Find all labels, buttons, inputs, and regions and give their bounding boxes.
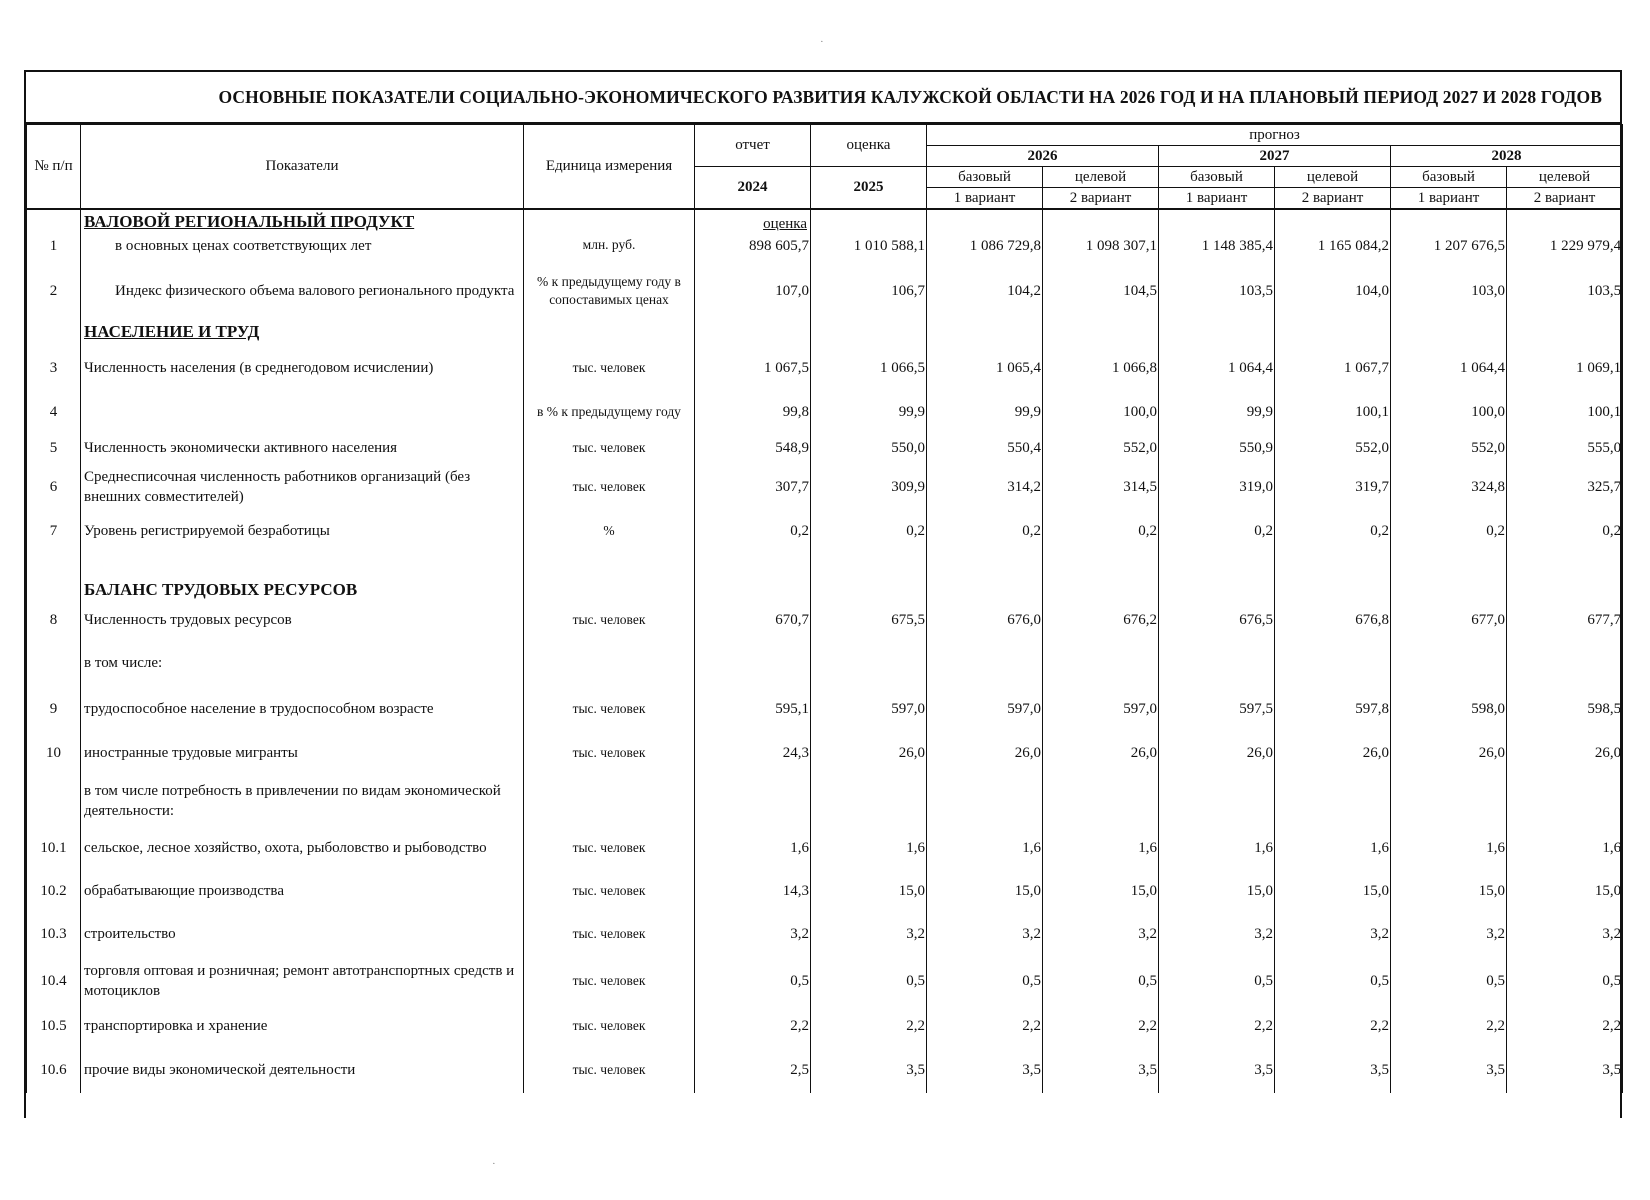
- value-cell: 1 069,1: [1507, 345, 1623, 391]
- subheading: в том числе потребность в привлечении по видам экономической деятельности:: [81, 777, 524, 825]
- value-cell: 100,0: [1043, 391, 1159, 433]
- empty-cell: [1391, 777, 1507, 825]
- value-cell: 0,5: [1507, 957, 1623, 1005]
- header-forecast: прогноз: [927, 125, 1623, 146]
- value-cell: 26,0: [1507, 729, 1623, 777]
- value-cell: 597,0: [927, 689, 1043, 729]
- value-cell: 0,5: [1275, 957, 1391, 1005]
- section-heading: НАСЕЛЕНИЕ И ТРУД: [81, 319, 524, 345]
- value-cell: 2,2: [811, 1005, 927, 1047]
- subheading: в том числе:: [81, 637, 524, 689]
- row-number: 3: [27, 345, 81, 391]
- empty-cell: [1507, 551, 1623, 603]
- value-cell: 552,0: [1275, 433, 1391, 463]
- row-label: Численность населения (в среднегодовом исчислении): [81, 345, 524, 391]
- value-cell: 99,8: [695, 391, 811, 433]
- row-unit: тыс. человек: [524, 463, 695, 511]
- header-year-2024: 2024: [695, 167, 811, 210]
- value-cell: 555,0: [1507, 433, 1623, 463]
- value-cell: 99,9: [1159, 391, 1275, 433]
- row-unit: тыс. человек: [524, 689, 695, 729]
- row-number: 10.5: [27, 1005, 81, 1047]
- value-cell: 676,0: [927, 603, 1043, 637]
- value-cell: 324,8: [1391, 463, 1507, 511]
- empty-cell: [1275, 319, 1391, 345]
- header-report: отчет: [695, 125, 811, 167]
- empty-cell: [811, 777, 927, 825]
- value-cell: 26,0: [811, 729, 927, 777]
- table-row: [27, 729, 1623, 777]
- value-cell: 552,0: [1391, 433, 1507, 463]
- empty-cell: [1391, 551, 1507, 603]
- value-cell: 2,2: [1043, 1005, 1159, 1047]
- empty-cell: [811, 319, 927, 345]
- row-label: иностранные трудовые мигранты: [81, 729, 524, 777]
- row-unit: тыс. человек: [524, 957, 695, 1005]
- table-row: [27, 235, 1623, 263]
- row-unit: тыс. человек: [524, 871, 695, 911]
- value-cell: 1,6: [1159, 825, 1275, 871]
- row-number: 1: [27, 235, 81, 263]
- empty-cell: [1507, 209, 1623, 235]
- row-unit: тыс. человек: [524, 825, 695, 871]
- value-cell: 597,5: [1159, 689, 1275, 729]
- empty-cell: [1507, 319, 1623, 345]
- row-number: 9: [27, 689, 81, 729]
- empty-cell: [27, 777, 81, 825]
- empty-cell: [811, 209, 927, 235]
- empty-cell: [1275, 209, 1391, 235]
- header-indicators: Показатели: [81, 125, 524, 210]
- value-cell: 104,2: [927, 263, 1043, 319]
- row-label: Численность трудовых ресурсов: [81, 603, 524, 637]
- section-heading: ВАЛОВОЙ РЕГИОНАЛЬНЫЙ ПРОДУКТ: [81, 209, 524, 235]
- row-unit: в % к предыдущему году: [524, 391, 695, 433]
- indicators-table: [26, 124, 1623, 1093]
- header-target-2026: целевой: [1043, 167, 1159, 188]
- value-cell: 103,0: [1391, 263, 1507, 319]
- value-cell: 15,0: [1507, 871, 1623, 911]
- value-cell: 675,5: [811, 603, 927, 637]
- value-cell: 1 064,4: [1159, 345, 1275, 391]
- value-cell: 1 064,4: [1391, 345, 1507, 391]
- value-cell: 2,2: [1275, 1005, 1391, 1047]
- empty-cell: [1043, 209, 1159, 235]
- table-row: [27, 957, 1623, 1005]
- empty-cell: [695, 777, 811, 825]
- value-cell: 0,5: [1159, 957, 1275, 1005]
- empty-cell: [1043, 777, 1159, 825]
- empty-cell: [1159, 777, 1275, 825]
- value-cell: 15,0: [927, 871, 1043, 911]
- value-cell: 314,2: [927, 463, 1043, 511]
- empty-cell: [927, 777, 1043, 825]
- header-num: № п/п: [27, 125, 81, 210]
- empty-cell: [927, 209, 1043, 235]
- row-label: Среднесписочная численность работников организаций (без внешних совместителей): [81, 463, 524, 511]
- header-variant1-2028: 1 вариант: [1391, 188, 1507, 210]
- row-unit: тыс. человек: [524, 911, 695, 957]
- row-number: 6: [27, 463, 81, 511]
- header-target-2027: целевой: [1275, 167, 1391, 188]
- empty-cell: [1391, 319, 1507, 345]
- table-row: [27, 433, 1623, 463]
- value-cell: 3,2: [811, 911, 927, 957]
- value-cell: 1 010 588,1: [811, 235, 927, 263]
- empty-cell: [1275, 637, 1391, 689]
- empty-cell: [927, 319, 1043, 345]
- value-cell: 99,9: [927, 391, 1043, 433]
- value-cell: 15,0: [811, 871, 927, 911]
- value-cell: 319,7: [1275, 463, 1391, 511]
- value-cell: 1,6: [1391, 825, 1507, 871]
- table-header: [27, 125, 1623, 210]
- empty-cell: [1275, 551, 1391, 603]
- value-cell: 3,5: [1391, 1047, 1507, 1093]
- value-cell: 597,8: [1275, 689, 1391, 729]
- value-cell: 2,2: [1391, 1005, 1507, 1047]
- table-body: [27, 209, 1623, 1093]
- row-label: обрабатывающие производства: [81, 871, 524, 911]
- row-label: торговля оптовая и розничная; ремонт автотранспортных средств и мотоциклов: [81, 957, 524, 1005]
- value-cell: 0,2: [695, 511, 811, 551]
- empty-cell: [1159, 319, 1275, 345]
- header-base-2027: базовый: [1159, 167, 1275, 188]
- row-number: 10.3: [27, 911, 81, 957]
- row-number: 10.1: [27, 825, 81, 871]
- value-cell: 2,2: [1507, 1005, 1623, 1047]
- value-cell: 550,9: [1159, 433, 1275, 463]
- empty-cell: [1507, 637, 1623, 689]
- row-label: сельское, лесное хозяйство, охота, рыболовство и рыбоводство: [81, 825, 524, 871]
- value-cell: 1 086 729,8: [927, 235, 1043, 263]
- value-cell: 1,6: [695, 825, 811, 871]
- row-label: Уровень регистрируемой безработицы: [81, 511, 524, 551]
- value-cell: 3,2: [695, 911, 811, 957]
- value-cell: 26,0: [927, 729, 1043, 777]
- empty-cell: [524, 209, 695, 235]
- value-cell: 0,5: [1391, 957, 1507, 1005]
- row-label: строительство: [81, 911, 524, 957]
- row-label: [81, 391, 524, 433]
- value-cell: 1 067,7: [1275, 345, 1391, 391]
- subheading-row: [27, 777, 1623, 825]
- value-cell: 0,5: [811, 957, 927, 1005]
- value-cell: 1,6: [1275, 825, 1391, 871]
- value-cell: 597,0: [811, 689, 927, 729]
- row-number: 10: [27, 729, 81, 777]
- value-cell: 3,2: [927, 911, 1043, 957]
- value-cell: 2,2: [927, 1005, 1043, 1047]
- value-cell: 3,5: [1507, 1047, 1623, 1093]
- value-cell: 309,9: [811, 463, 927, 511]
- header-variant2-2028: 2 вариант: [1507, 188, 1623, 210]
- empty-cell: [1043, 319, 1159, 345]
- value-cell: 595,1: [695, 689, 811, 729]
- section-row: [27, 319, 1623, 345]
- value-cell: 0,5: [695, 957, 811, 1005]
- value-cell: 1 066,5: [811, 345, 927, 391]
- table-row: [27, 1047, 1623, 1093]
- value-cell: 314,5: [1043, 463, 1159, 511]
- table-row: [27, 263, 1623, 319]
- row-number: 10.2: [27, 871, 81, 911]
- value-cell: 0,2: [1043, 511, 1159, 551]
- value-cell: 0,5: [1043, 957, 1159, 1005]
- row-unit: тыс. человек: [524, 1047, 695, 1093]
- value-cell: 1,6: [927, 825, 1043, 871]
- value-cell: 597,0: [1043, 689, 1159, 729]
- value-cell: 1 229 979,4: [1507, 235, 1623, 263]
- value-cell: 14,3: [695, 871, 811, 911]
- grp-note: [695, 209, 811, 235]
- table-row: [27, 511, 1623, 551]
- row-number: 2: [27, 263, 81, 319]
- row-number: 5: [27, 433, 81, 463]
- value-cell: 107,0: [695, 263, 811, 319]
- value-cell: 319,0: [1159, 463, 1275, 511]
- table-row: [27, 911, 1623, 957]
- value-cell: 104,0: [1275, 263, 1391, 319]
- row-number: 10.6: [27, 1047, 81, 1093]
- value-cell: 3,5: [927, 1047, 1043, 1093]
- value-cell: 1 067,5: [695, 345, 811, 391]
- value-cell: 103,5: [1159, 263, 1275, 319]
- empty-cell: [524, 551, 695, 603]
- document-title: ОСНОВНЫЕ ПОКАЗАТЕЛИ СОЦИАЛЬНО-ЭКОНОМИЧЕСКОГО РАЗВИТИЯ КАЛУЖСКОЙ ОБЛАСТИ НА 2026 ГОД И НА ПЛАНОВЫЙ ПЕРИОД 2027 И 2028 ГОДОВ: [218, 86, 1602, 107]
- value-cell: 2,2: [695, 1005, 811, 1047]
- value-cell: 99,9: [811, 391, 927, 433]
- value-cell: 0,5: [927, 957, 1043, 1005]
- row-label: Индекс физического объема валового регионального продукта: [81, 263, 524, 319]
- header-target-2028: целевой: [1507, 167, 1623, 188]
- row-number: 7: [27, 511, 81, 551]
- empty-cell: [695, 319, 811, 345]
- header-year-2028: 2028: [1391, 146, 1623, 167]
- row-unit: млн. руб.: [524, 235, 695, 263]
- value-cell: 676,2: [1043, 603, 1159, 637]
- value-cell: 100,1: [1275, 391, 1391, 433]
- empty-cell: [1043, 637, 1159, 689]
- empty-cell: [524, 637, 695, 689]
- empty-cell: [27, 209, 81, 235]
- empty-cell: [927, 637, 1043, 689]
- value-cell: 104,5: [1043, 263, 1159, 319]
- header-variant2-2027: 2 вариант: [1275, 188, 1391, 210]
- value-cell: 307,7: [695, 463, 811, 511]
- value-cell: 15,0: [1391, 871, 1507, 911]
- empty-cell: [1043, 551, 1159, 603]
- value-cell: 670,7: [695, 603, 811, 637]
- header-variant1-2027: 1 вариант: [1159, 188, 1275, 210]
- value-cell: 100,1: [1507, 391, 1623, 433]
- value-cell: 15,0: [1043, 871, 1159, 911]
- value-cell: 3,2: [1275, 911, 1391, 957]
- value-cell: 598,5: [1507, 689, 1623, 729]
- scan-speck: ·: [820, 36, 824, 48]
- value-cell: 677,0: [1391, 603, 1507, 637]
- value-cell: 0,2: [1507, 511, 1623, 551]
- row-unit: тыс. человек: [524, 433, 695, 463]
- row-label: Численность экономически активного населения: [81, 433, 524, 463]
- value-cell: 676,5: [1159, 603, 1275, 637]
- empty-cell: [1391, 209, 1507, 235]
- value-cell: 0,2: [811, 511, 927, 551]
- title-band: [26, 72, 1620, 124]
- table-row: [27, 603, 1623, 637]
- empty-cell: [811, 637, 927, 689]
- document-sheet: [24, 70, 1622, 1118]
- row-label: прочие виды экономической деятельности: [81, 1047, 524, 1093]
- empty-cell: [1507, 777, 1623, 825]
- row-label: трудоспособное население в трудоспособном возрасте: [81, 689, 524, 729]
- empty-cell: [927, 551, 1043, 603]
- value-cell: 1 098 307,1: [1043, 235, 1159, 263]
- value-cell: 1,6: [1043, 825, 1159, 871]
- table-row: [27, 825, 1623, 871]
- empty-cell: [1159, 637, 1275, 689]
- row-unit: % к предыдущему году в сопоставимых ценах: [524, 263, 695, 319]
- value-cell: 1 165 084,2: [1275, 235, 1391, 263]
- value-cell: 26,0: [1391, 729, 1507, 777]
- value-cell: 3,2: [1043, 911, 1159, 957]
- section-row: [27, 209, 1623, 235]
- value-cell: 3,5: [1159, 1047, 1275, 1093]
- header-unit: Единица измерения: [524, 125, 695, 210]
- value-cell: 100,0: [1391, 391, 1507, 433]
- value-cell: 550,4: [927, 433, 1043, 463]
- value-cell: 24,3: [695, 729, 811, 777]
- value-cell: 1 066,8: [1043, 345, 1159, 391]
- value-cell: 0,2: [927, 511, 1043, 551]
- value-cell: 548,9: [695, 433, 811, 463]
- empty-cell: [27, 637, 81, 689]
- value-cell: 3,2: [1391, 911, 1507, 957]
- row-unit: тыс. человек: [524, 729, 695, 777]
- value-cell: 26,0: [1275, 729, 1391, 777]
- empty-cell: [27, 551, 81, 603]
- value-cell: 3,5: [1043, 1047, 1159, 1093]
- empty-cell: [1275, 777, 1391, 825]
- estimate-note: оценка: [763, 215, 807, 232]
- header-estimate: оценка: [811, 125, 927, 167]
- value-cell: 0,2: [1159, 511, 1275, 551]
- value-cell: 15,0: [1159, 871, 1275, 911]
- empty-cell: [1159, 551, 1275, 603]
- value-cell: 26,0: [1043, 729, 1159, 777]
- header-base-2028: базовый: [1391, 167, 1507, 188]
- value-cell: 3,2: [1507, 911, 1623, 957]
- value-cell: 598,0: [1391, 689, 1507, 729]
- table-row: [27, 463, 1623, 511]
- subheading-row: [27, 637, 1623, 689]
- value-cell: 0,2: [1391, 511, 1507, 551]
- value-cell: 1,6: [811, 825, 927, 871]
- empty-cell: [695, 551, 811, 603]
- row-number: 10.4: [27, 957, 81, 1005]
- empty-cell: [27, 319, 81, 345]
- table-row: [27, 391, 1623, 433]
- row-unit: тыс. человек: [524, 603, 695, 637]
- value-cell: 677,7: [1507, 603, 1623, 637]
- header-variant1-2026: 1 вариант: [927, 188, 1043, 210]
- value-cell: 1,6: [1507, 825, 1623, 871]
- value-cell: 676,8: [1275, 603, 1391, 637]
- header-variant2-2026: 2 вариант: [1043, 188, 1159, 210]
- value-cell: 103,5: [1507, 263, 1623, 319]
- empty-cell: [1159, 209, 1275, 235]
- header-year-2026: 2026: [927, 146, 1159, 167]
- empty-cell: [695, 637, 811, 689]
- value-cell: 15,0: [1275, 871, 1391, 911]
- row-label: транспортировка и хранение: [81, 1005, 524, 1047]
- value-cell: 898 605,7: [695, 235, 811, 263]
- row-label: в основных ценах соответствующих лет: [81, 235, 524, 263]
- value-cell: 26,0: [1159, 729, 1275, 777]
- row-number: 4: [27, 391, 81, 433]
- value-cell: 2,2: [1159, 1005, 1275, 1047]
- row-unit: %: [524, 511, 695, 551]
- empty-cell: [811, 551, 927, 603]
- header-base-2026: базовый: [927, 167, 1043, 188]
- header-year-2027: 2027: [1159, 146, 1391, 167]
- row-unit: тыс. человек: [524, 345, 695, 391]
- table-row: [27, 689, 1623, 729]
- table-row: [27, 345, 1623, 391]
- scan-speck: ·: [492, 1158, 496, 1170]
- empty-cell: [1391, 637, 1507, 689]
- value-cell: 0,2: [1275, 511, 1391, 551]
- row-unit: тыс. человек: [524, 1005, 695, 1047]
- value-cell: 2,5: [695, 1047, 811, 1093]
- table-row: [27, 1005, 1623, 1047]
- header-year-2025: 2025: [811, 167, 927, 210]
- section-heading: БАЛАНС ТРУДОВЫХ РЕСУРСОВ: [81, 551, 524, 603]
- empty-cell: [524, 777, 695, 825]
- value-cell: 3,5: [1275, 1047, 1391, 1093]
- value-cell: 325,7: [1507, 463, 1623, 511]
- empty-cell: [524, 319, 695, 345]
- value-cell: 3,5: [811, 1047, 927, 1093]
- value-cell: 550,0: [811, 433, 927, 463]
- value-cell: 3,2: [1159, 911, 1275, 957]
- value-cell: 106,7: [811, 263, 927, 319]
- value-cell: 1 065,4: [927, 345, 1043, 391]
- value-cell: 1 207 676,5: [1391, 235, 1507, 263]
- table-row: [27, 871, 1623, 911]
- row-number: 8: [27, 603, 81, 637]
- value-cell: 552,0: [1043, 433, 1159, 463]
- value-cell: 1 148 385,4: [1159, 235, 1275, 263]
- section-row: [27, 551, 1623, 603]
